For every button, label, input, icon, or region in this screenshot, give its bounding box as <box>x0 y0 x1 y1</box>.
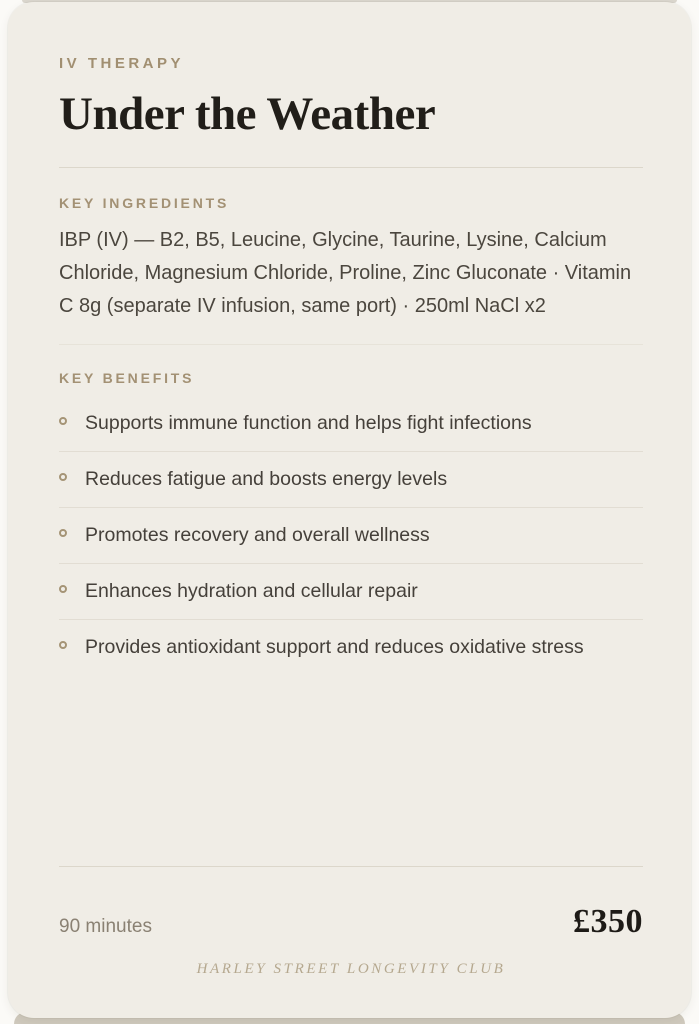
therapy-card[interactable] <box>8 2 691 1018</box>
category-label: IV THERAPY <box>59 55 185 72</box>
brand-wordmark: HARLEY STREET LONGEVITY CLUB <box>196 961 506 977</box>
circle-bullet-icon <box>59 473 67 481</box>
benefit-list-item <box>59 452 643 508</box>
key-benefits-label: KEY BENEFITS <box>59 369 195 386</box>
benefit-text: Reduces fatigue and boosts energy levels <box>85 467 448 490</box>
benefit-text: Promotes recovery and overall wellness <box>85 523 430 546</box>
circle-bullet-icon <box>59 417 67 425</box>
page-title: Under the Weather <box>59 88 436 140</box>
benefit-list-item <box>59 396 643 452</box>
benefit-text: Enhances hydration and cellular repair <box>85 579 418 602</box>
circle-bullet-icon <box>59 585 67 593</box>
benefit-text: Supports immune function and helps fight infections <box>85 411 532 434</box>
circle-bullet-icon <box>59 529 67 537</box>
benefit-list-item <box>59 620 643 675</box>
title-divider <box>59 167 643 168</box>
benefit-list-item <box>59 508 643 564</box>
circle-bullet-icon <box>59 641 67 649</box>
ingredients-text: IBP (IV) — B2, B5, Leucine, Glycine, Taurine, Lysine, Calcium Chloride, Magnesium Chloride, Proline, Zinc Gluconate · Vitamin C 8g (separate IV infusion, same port) · 250ml NaCl x2 <box>59 228 632 317</box>
card-footer-block <box>59 866 643 978</box>
benefit-list-item <box>59 564 643 620</box>
ingredients-divider <box>59 344 643 345</box>
key-ingredients-label: KEY INGREDIENTS <box>59 194 230 211</box>
benefits-list <box>59 396 643 675</box>
price-text: £350 <box>573 903 643 940</box>
meta-row <box>59 867 643 947</box>
duration-text: 90 minutes <box>59 916 152 937</box>
benefit-text: Provides antioxidant support and reduces oxidative stress <box>85 635 584 658</box>
